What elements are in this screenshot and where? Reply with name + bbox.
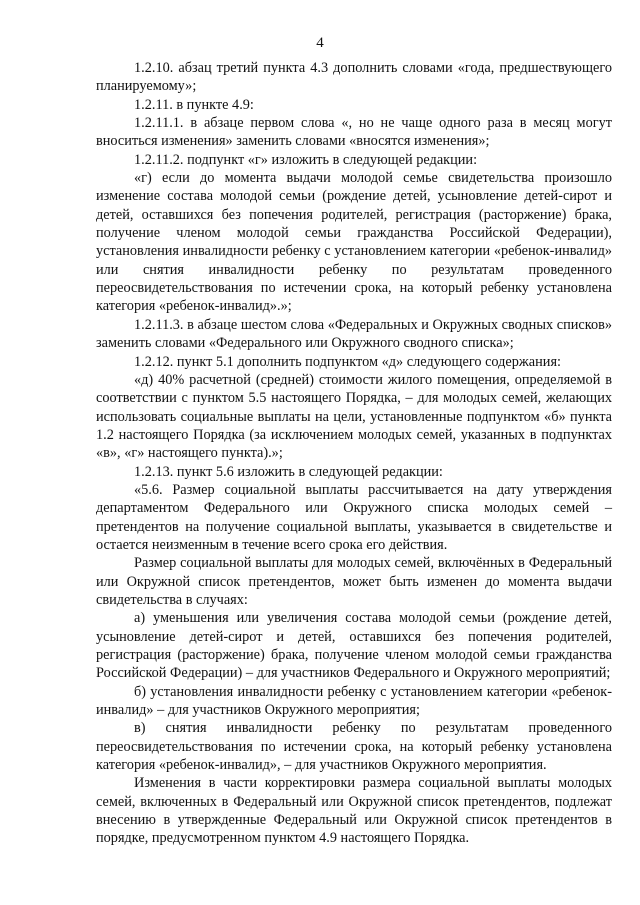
paragraph-1-2-11: 1.2.11. в пункте 4.9: [134,96,254,113]
paragraph-changes: Изменения в части корректировки размера социальной выплаты молодых семей, включенных в Федеральный или Окружной список претендентов, подлежат внесению в утвержденные Федеральный или Окружной список претендентов в порядке, предусмотренном пунктом 4.9 настоящего Порядка. [96,775,612,847]
paragraph-case-b: б) установления инвалидности ребенку с установлением категории «ребенок-инвалид» – для участников Окружного мероприятия; [96,683,612,719]
paragraph-case-a: а) уменьшения или увеличения состава молодой семьи (рождение детей, усыновление детей-сирот и детей, оставшихся без попечения родителей, регистрация (расторжение) брака, получение членом молодой семьи гражданства Российской Федерации) – для участников Федерального и Окружного мероприятий; [96,610,612,682]
paragraph-1-2-10: 1.2.10. абзац третий пункта 4.3 дополнить словами «года, предшествующего планируемому»; [96,60,612,95]
document-body [96,59,612,848]
paragraph-5-6: «5.6. Размер социальной выплаты рассчитывается на дату утверждения департаментом Федерального или Окружного списка молодых семей – претендентов на получение социальной выплаты, указывается в свидетельстве и остается неизменным в течение всего срока его действия. [96,481,612,553]
paragraph-1-2-11-1: 1.2.11.1. в абзаце первом слова «, но не чаще одного раза в месяц могут вноситься изменения» заменить словами «вносятся изменения»; [96,115,612,150]
paragraph-payment-size: Размер социальной выплаты для молодых семей, включённых в Федеральный или Окружной список претендентов, может быть изменен до момента выдачи свидетельства в случаях: [96,555,612,608]
paragraph-1-2-11-2: 1.2.11.2. подпункт «г» изложить в следующей редакции: [134,151,478,168]
paragraph-1-2-12: 1.2.12. пункт 5.1 дополнить подпунктом «д» следующего содержания: [134,353,562,370]
paragraph-case-v: в) снятия инвалидности ребенку по результатам проведенного переосвидетельствования по истечении срока, на который ребенку установлена категория «ребенок-инвалид», – для участников Окружного мероприятия. [96,720,612,774]
paragraph-1-2-11-3: 1.2.11.3. в абзаце шестом слова «Федеральных и Окружных сводных списков» заменить словами «Федерального или Окружного сводного списка»; [96,316,612,352]
page-number: 4 [316,35,324,51]
paragraph-subitem-g: «г) если до момента выдачи молодой семье свидетельства произошло изменение состава молодой семьи (рождение детей, усыновление детей-сирот и детей, оставшихся без попечения родителей, регистрация (расторжение) брака, получение членом молодой семьи гражданства Российской Федерации), установления инвалидности ребенку с установлением категории «ребенок-инвалид» или снятия инвалидности ребенку по результатам проведенного переосвидетельствования по истечении срока, на который ребенку установлена категория «ребенок-инвалид».»; [96,170,612,315]
paragraph-1-2-13: 1.2.13. пункт 5.6 изложить в следующей редакции: [134,463,443,480]
paragraph-subitem-d: «д) 40% расчетной (средней) стоимости жилого помещения, определяемой в соответствии с пунктом 5.5 настоящего Порядка, – для молодых семей, желающих использовать социальные выплаты на цели, установленные подпунктом «б» пункта 1.2 настоящего Порядка (за исключением молодых семей, указанных в подпунктах «в», «г» настоящего пункта).»; [96,371,612,462]
